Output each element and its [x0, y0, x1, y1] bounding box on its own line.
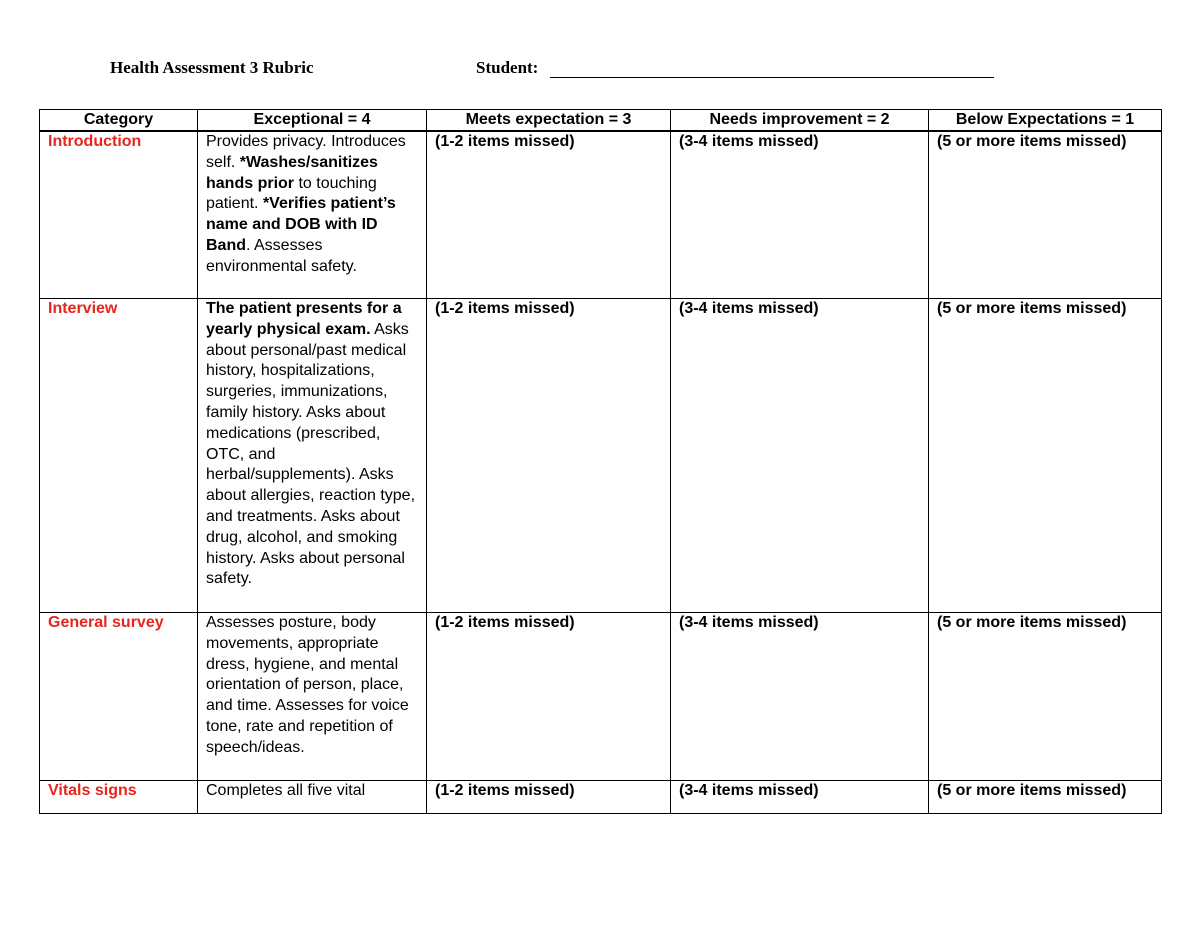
- criteria-cell: [198, 131, 427, 299]
- meets-cell: (1-2 items missed): [427, 613, 671, 781]
- needs-cell: (3-4 items missed): [671, 299, 929, 613]
- criteria-text-bold: *Washes/sanitizes hands prior: [206, 153, 378, 192]
- table-row: [40, 613, 1162, 781]
- below-cell: (5 or more items missed): [929, 613, 1162, 781]
- category-cell: General survey: [40, 613, 198, 781]
- below-cell: (5 or more items missed): [929, 131, 1162, 299]
- category-cell: Interview: [40, 299, 198, 613]
- criteria-text: Provides privacy. Introduces self.: [206, 133, 406, 171]
- criteria-cell: [198, 299, 427, 613]
- criteria-text: Asks about personal/past medical history, hospitalizations, surgeries, immunizations, family history. Asks about medications (prescribed, OTC, and herbal/supplements). Asks about allergies, reaction type, and treatments. Asks about drug, alcohol, and smoking history. Asks about personal safety.: [206, 320, 416, 588]
- needs-cell: (3-4 items missed): [671, 613, 929, 781]
- criteria-text: Completes all five vital: [206, 782, 366, 799]
- table-header-row: [40, 110, 1162, 132]
- meets-cell: (1-2 items missed): [427, 781, 671, 814]
- below-cell: (5 or more items missed): [929, 781, 1162, 814]
- column-header-category: Category: [40, 110, 198, 132]
- table-row: [40, 781, 1162, 814]
- page-title: Health Assessment 3 Rubric: [110, 58, 314, 77]
- needs-cell: (3-4 items missed): [671, 781, 929, 814]
- column-header-below: Below Expectations = 1: [929, 110, 1162, 132]
- criteria-text: . Assesses environmental safety.: [206, 236, 357, 275]
- column-header-exceptional: Exceptional = 4: [198, 110, 427, 132]
- student-label: Student:: [476, 58, 539, 77]
- meets-cell: (1-2 items missed): [427, 299, 671, 613]
- needs-cell: (3-4 items missed): [671, 131, 929, 299]
- criteria-text-bold: *Verifies patient’s name and DOB with ID Band: [206, 195, 396, 254]
- student-name-line: [550, 77, 994, 78]
- meets-cell: (1-2 items missed): [427, 131, 671, 299]
- below-cell: (5 or more items missed): [929, 299, 1162, 613]
- document-header: [110, 58, 1010, 82]
- table-row: [40, 299, 1162, 613]
- criteria-cell: [198, 613, 427, 781]
- criteria-text: Assesses posture, body movements, appropriate dress, hygiene, and mental orientation of person, place, and time. Assesses for voice tone, rate and repetition of speech/ideas.: [206, 614, 409, 756]
- category-cell: Vitals signs: [40, 781, 198, 814]
- rubric-table: [39, 109, 1162, 814]
- criteria-text: to touching patient.: [206, 174, 377, 213]
- column-header-needs: Needs improvement = 2: [671, 110, 929, 132]
- criteria-cell: [198, 781, 427, 814]
- table-row: [40, 131, 1162, 299]
- category-cell: Introduction: [40, 131, 198, 299]
- column-header-meets: Meets expectation = 3: [427, 110, 671, 132]
- criteria-text-bold: The patient presents for a yearly physical exam.: [206, 300, 402, 338]
